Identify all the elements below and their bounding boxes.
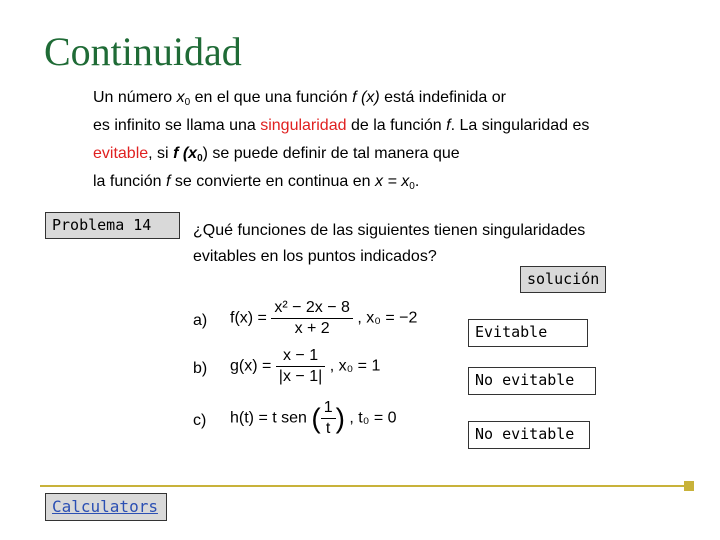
x-variable: x: [176, 89, 185, 106]
question-text: ¿Qué funciones de las siguientes tienen singularidades evitables en los puntos indicados?: [193, 222, 586, 265]
item-b-expression: g(x) = $\frac{x - 1}{|x - 1|}$ , x₀ = 1: [230, 347, 381, 385]
definition-line-2: es infinito se llama una singularidad de la función f. La singularidad es: [93, 117, 590, 134]
definition-line-3: evitable, si f $(x_0)$ se puede definir de tal manera que: [93, 145, 460, 164]
problem-label: Problema 14: [45, 212, 180, 239]
footer-rule-square: [684, 481, 694, 491]
item-c-letter: c): [193, 412, 207, 429]
definition-line-1: Un número $x_0$ en el que una función f (x) está indefinida or: [93, 89, 506, 108]
item-b-letter: b): [193, 360, 208, 377]
singularidad-term: singularidad: [260, 117, 347, 134]
item-c-answer[interactable]: No evitable: [468, 421, 590, 449]
item-a-answer[interactable]: Evitable: [468, 319, 588, 347]
calculators-link[interactable]: Calculators: [45, 493, 167, 521]
footer-rule: [40, 485, 684, 487]
item-c-expression: h(t) = t sen ( $\frac{1}{t}$ ) , t₀ = 0: [230, 399, 397, 437]
item-a-expression: f(x) = $\frac{\text{x² − 2x − 8}}{x + 2}$ , x₀ = −2: [230, 299, 418, 337]
evitable-term: evitable: [93, 145, 149, 162]
item-a-fraction: $\frac{\text{x² − 2x − 8}}{x + 2}$: [271, 298, 353, 339]
item-c-fraction: $\frac{1}{t}$: [321, 398, 336, 439]
item-a-letter: a): [193, 312, 208, 329]
item-b-answer[interactable]: No evitable: [468, 367, 596, 395]
definition-paragraph: [93, 84, 673, 196]
item-b-fraction: $\frac{x - 1}{|x - 1|}$: [276, 346, 325, 387]
slide-title: Continuidad: [44, 29, 242, 74]
definition-line-4: la función f se convierte en continua en $x = x_0$.: [93, 173, 420, 192]
solution-button[interactable]: solución: [520, 266, 606, 293]
fx-expression: f (x): [352, 89, 380, 106]
